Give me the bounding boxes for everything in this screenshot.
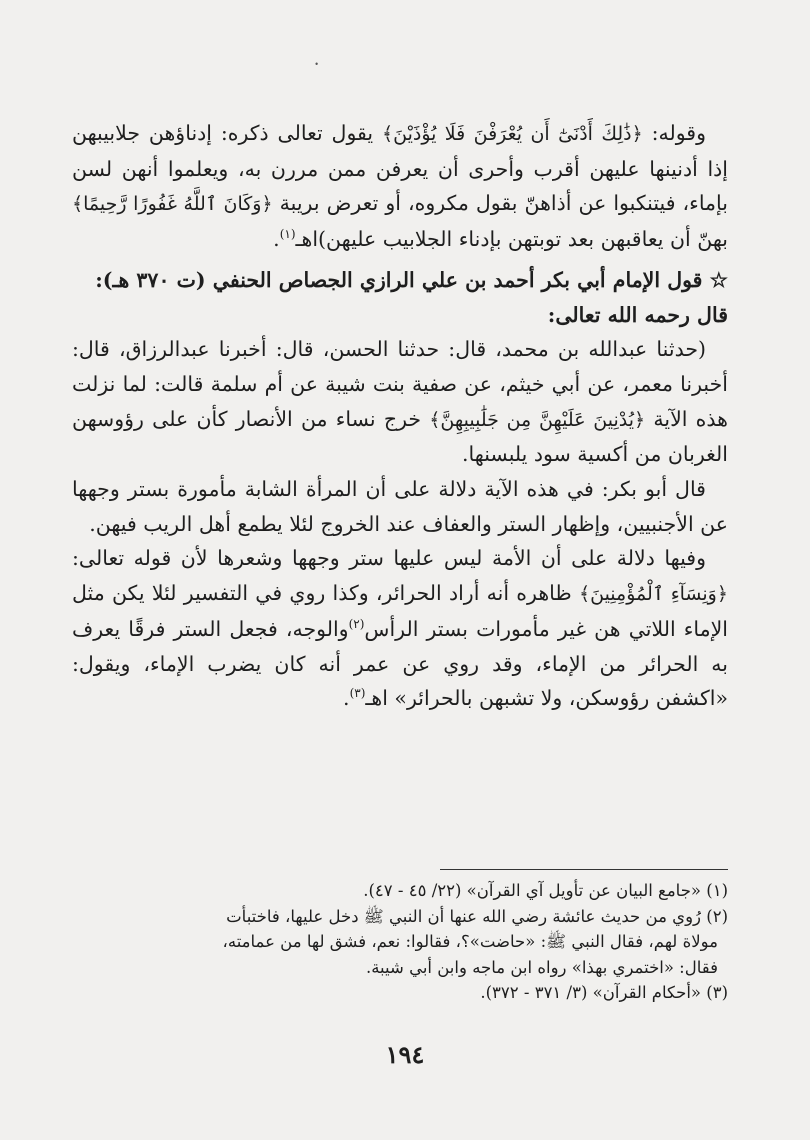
p1-end: . — [273, 227, 280, 252]
p2-text-2: خرج نساء من الأنصار كأن على رؤوسهن الغربان من أكسية سود يلبسنها. — [72, 406, 728, 467]
page-number: ١٩٤ — [385, 1040, 425, 1069]
paragraph-3: قال أبو بكر: في هذه الآية دلالة على أن المرأة الشابة مأمورة بستر وجهها عن الأجنبيين، وإظهار الستر والعفاف عند الخروج لئلا يطمع أهل الريب فيهن. — [72, 477, 728, 536]
quran-verse-2: ﴿وَكَانَ ٱللَّهُ غَفُورًا رَّحِيمًا﴾ — [72, 193, 273, 216]
footnote-ref-3: (٣) — [349, 686, 366, 701]
p4-text-3: والوجه، فجعل الستر فرقًا يعرف به الحرائر من الإماء، وقد روي عن عمر أنه كان يضرب الإماء، ويقول: «اكشفن رؤوسكن، ولا تشبهن بالحرائر» اهـ — [72, 616, 728, 711]
section-heading: ☆ قول الإمام أبي بكر أحمد بن علي الرازي الجصاص الحنفي (ت ٣٧٠ هـ): — [95, 267, 728, 292]
footnote-1: (١) «جامع البيان عن تأويل آي القرآن» (٢٢/ ٤٥ - ٤٧). — [363, 881, 728, 900]
main-text — [72, 116, 728, 716]
paragraph-2 — [72, 332, 728, 472]
p4-text: وفيها دلالة على أن الأمة ليس عليها ستر وجهها وشعرها لأن قوله تعالى: — [72, 546, 706, 571]
footnote-2-continuation-2: فقال: «اختمري بهذا» رواه ابن ماجه وابن أبي شيبة. — [365, 957, 718, 977]
footnote-ref-1: (١) — [279, 227, 296, 242]
top-mark: • — [314, 60, 319, 69]
quran-verse-1: ﴿ذَٰلِكَ أَدْنَىٰٓ أَن يُعْرَفْنَ فَلَا يُؤْذَيْنَ﴾ — [381, 123, 643, 145]
footnote-2-continuation-1: مولاة لهم، فقال النبي ﷺ: «حاضت»؟، فقالوا: نعم، فشق لها من عمامته، — [222, 932, 718, 951]
p1-text-2: بهنّ أن يعاقبهن بعد توبتهن بإدناء الجلابيب عليهن)اهـ — [295, 227, 728, 252]
paragraph-1 — [72, 116, 728, 257]
p2-text: (حدثنا عبدالله بن محمد، قال: حدثنا الحسن، قال: أخبرنا عبدالرزاق، قال: أخبرنا معمر، عن أبي خيثم، عن صفية بنت شيبة عن أم سلمة قالت: لما نزلت هذه الآية — [72, 337, 728, 431]
quran-verse-3: ﴿يُدْنِينَ عَلَيْهِنَّ مِن جَلَٰبِيبِهِنَّ﴾ — [429, 408, 646, 431]
p1-intro: وقوله: — [642, 121, 707, 145]
section-subheading: قال رحمه الله تعالى: — [547, 302, 728, 327]
p4-text-2: ظاهره أنه أراد الحرائر، وكذا روي في التفسير لئلا يكن مثل الإماء اللاتي هن غير مأمورات بستر الرأس — [72, 581, 729, 641]
p1-text: يقول تعالى ذكره: إدناؤهن جلابيبهن إذا أدنينها عليهن أقرب وأحرى أن يعرفن ممن مررن به، ويعلموا أنهن لسن بإماء، فيتنكبوا عن أذاهنّ بقول مكروه، أو تعرض بريبة — [72, 121, 728, 216]
footnote-separator — [440, 869, 728, 870]
footnote-2: (٢) رُوي من حديث عائشة رضي الله عنها أن النبي ﷺ دخل عليها، فاختبأت — [226, 906, 728, 926]
footnote-ref-2: (٢) — [348, 617, 365, 632]
p4-end: . — [343, 686, 350, 711]
quran-verse-4: ﴿وَنِسَآءِ ٱلْمُؤْمِنِينَ﴾ — [578, 583, 728, 606]
paragraph-4 — [72, 541, 728, 716]
footnote-3: (٣) «أحكام القرآن» (٣/ ٣٧١ - ٣٧٢). — [480, 983, 728, 1002]
footnotes — [72, 878, 728, 1006]
